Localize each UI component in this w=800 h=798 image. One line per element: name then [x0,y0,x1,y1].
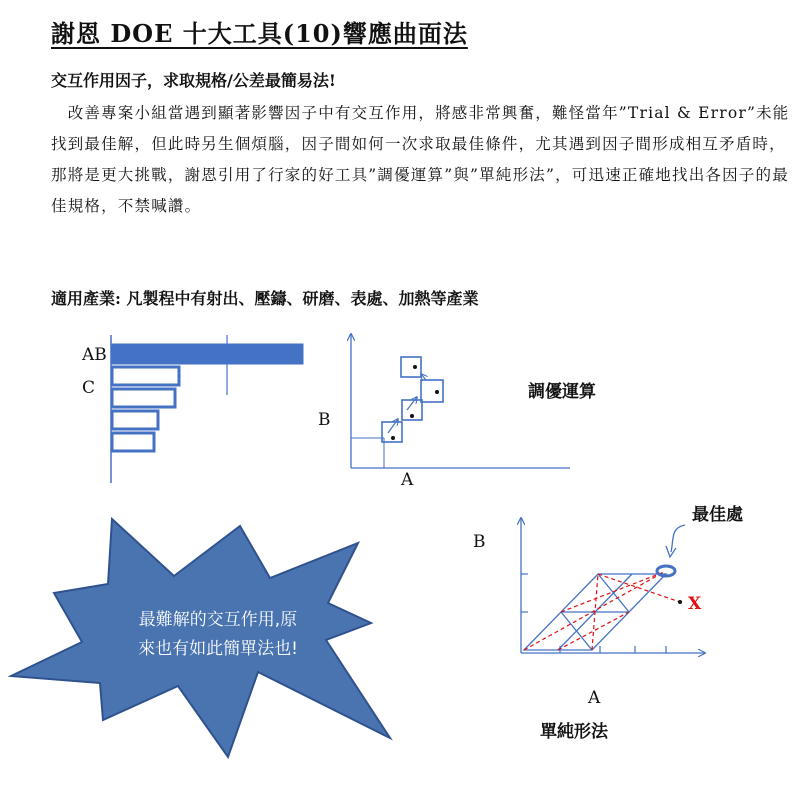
evop-arrow-2 [407,397,417,410]
callout-starburst [8,510,393,772]
simplex-x-point [678,600,682,604]
intro-paragraph: 改善專案小組當遇到顯著影響因子中有交互作用，將感非常興奮，難怪當年”Trial & Error”未能找到最佳解，但此時另生個煩腦，因子間如何一次求取最佳條件，尤其遇到因子間形成相互矛盾時，那將是更大挑戰，謝恩引用了行家的好工具”調優運算”與”單純形法”，可迅速正確地找出各因子的最佳規格，不禁喊讚。 [51,104,790,215]
evop-point-2 [410,414,414,418]
simplex-best-pointer [671,525,685,552]
evop-title: 調優運算 [528,382,596,402]
pareto-label-c: C [82,378,96,398]
evop-point-3 [435,390,439,394]
pareto-bar-3 [112,389,175,407]
callout-text: 最難解的交互作用,原來也有如此簡單法也! [138,610,298,659]
pareto-bars [112,345,302,451]
applicable-industries: 適用產業: 凡製程中有射出、壓鑄、研磨、表處、加熱等產業 [51,289,479,308]
evop-box-3 [421,380,443,402]
evop-point-4 [413,365,417,369]
evop-y-label: B [318,410,331,430]
evop-x-label: A [401,470,414,490]
pareto-diagram [100,335,315,485]
pareto-label-ab: AB [82,345,107,365]
evop-box-4 [401,357,421,377]
pareto-bar-2 [112,367,179,385]
page-title: 謝恩 DOE 十大工具(10)響應曲面法 [51,19,468,48]
simplex-diagram [500,510,720,680]
pareto-bar-4 [112,411,158,429]
simplex-y-label: B [473,532,486,552]
simplex-best-label: 最佳處 [692,505,743,525]
simplex-x-label: A [588,688,601,708]
simplex-x-mark: X [688,594,702,614]
subtitle: 交互作用因子，求取規格/公差最簡易法! [51,71,336,90]
evop-point-1 [391,436,395,440]
evop-diagram [340,330,580,472]
simplex-best-marker [657,566,675,576]
pareto-bar-1 [112,345,302,363]
pareto-bar-5 [112,433,154,451]
evop-arrow-1 [388,419,398,433]
simplex-title: 單純形法 [540,722,608,742]
